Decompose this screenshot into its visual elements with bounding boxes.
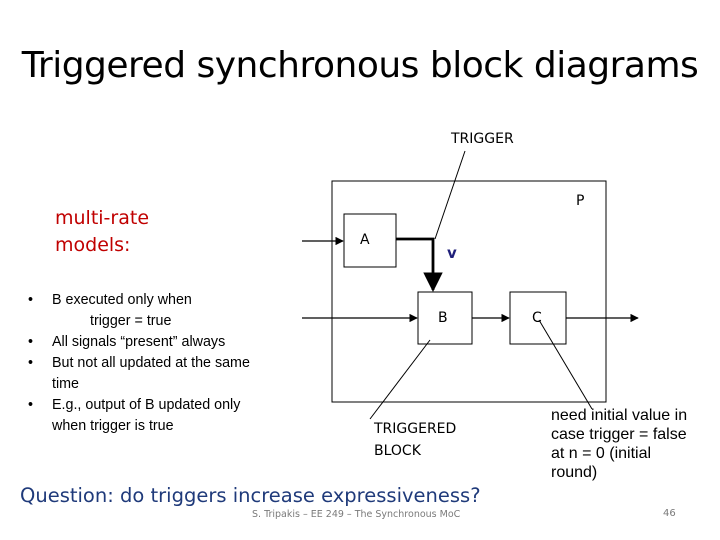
bullet-item: • All signals “present” always (28, 332, 278, 353)
trigger-pointer-line (435, 151, 465, 239)
bullet-text-continuation: trigger = true (90, 313, 172, 329)
block-a (344, 214, 396, 267)
multi-rate-heading: multi-rate models: (55, 207, 150, 256)
block-b-label: B (438, 310, 448, 326)
triggered-block-label: TRIGGERED BLOCK (374, 421, 457, 459)
process-p-label: P (576, 193, 585, 209)
block-a-label: A (360, 232, 370, 248)
block-c-label: C (532, 310, 542, 326)
page-number: 46 (663, 508, 676, 519)
bullet-item: • E.g., output of B updated only when trigger is true (28, 395, 278, 437)
signal-v-label: v (447, 244, 457, 262)
signal-v-arrow (396, 239, 433, 290)
question-text: Question: do triggers increase expressiveness? (20, 484, 481, 507)
trigger-label: TRIGGER (451, 131, 514, 147)
bullet-item: • But not all updated at the same time (28, 353, 278, 395)
slide-footer: S. Tripakis – EE 249 – The Synchronous MoC (252, 509, 461, 520)
slide-title: Triggered synchronous block diagrams (21, 45, 699, 86)
bullet-text: B executed only when (52, 292, 192, 308)
triggered-block-pointer-line (370, 340, 430, 419)
initial-value-note: need initial value in case trigger = false at n = 0 (initial round) (551, 407, 688, 481)
